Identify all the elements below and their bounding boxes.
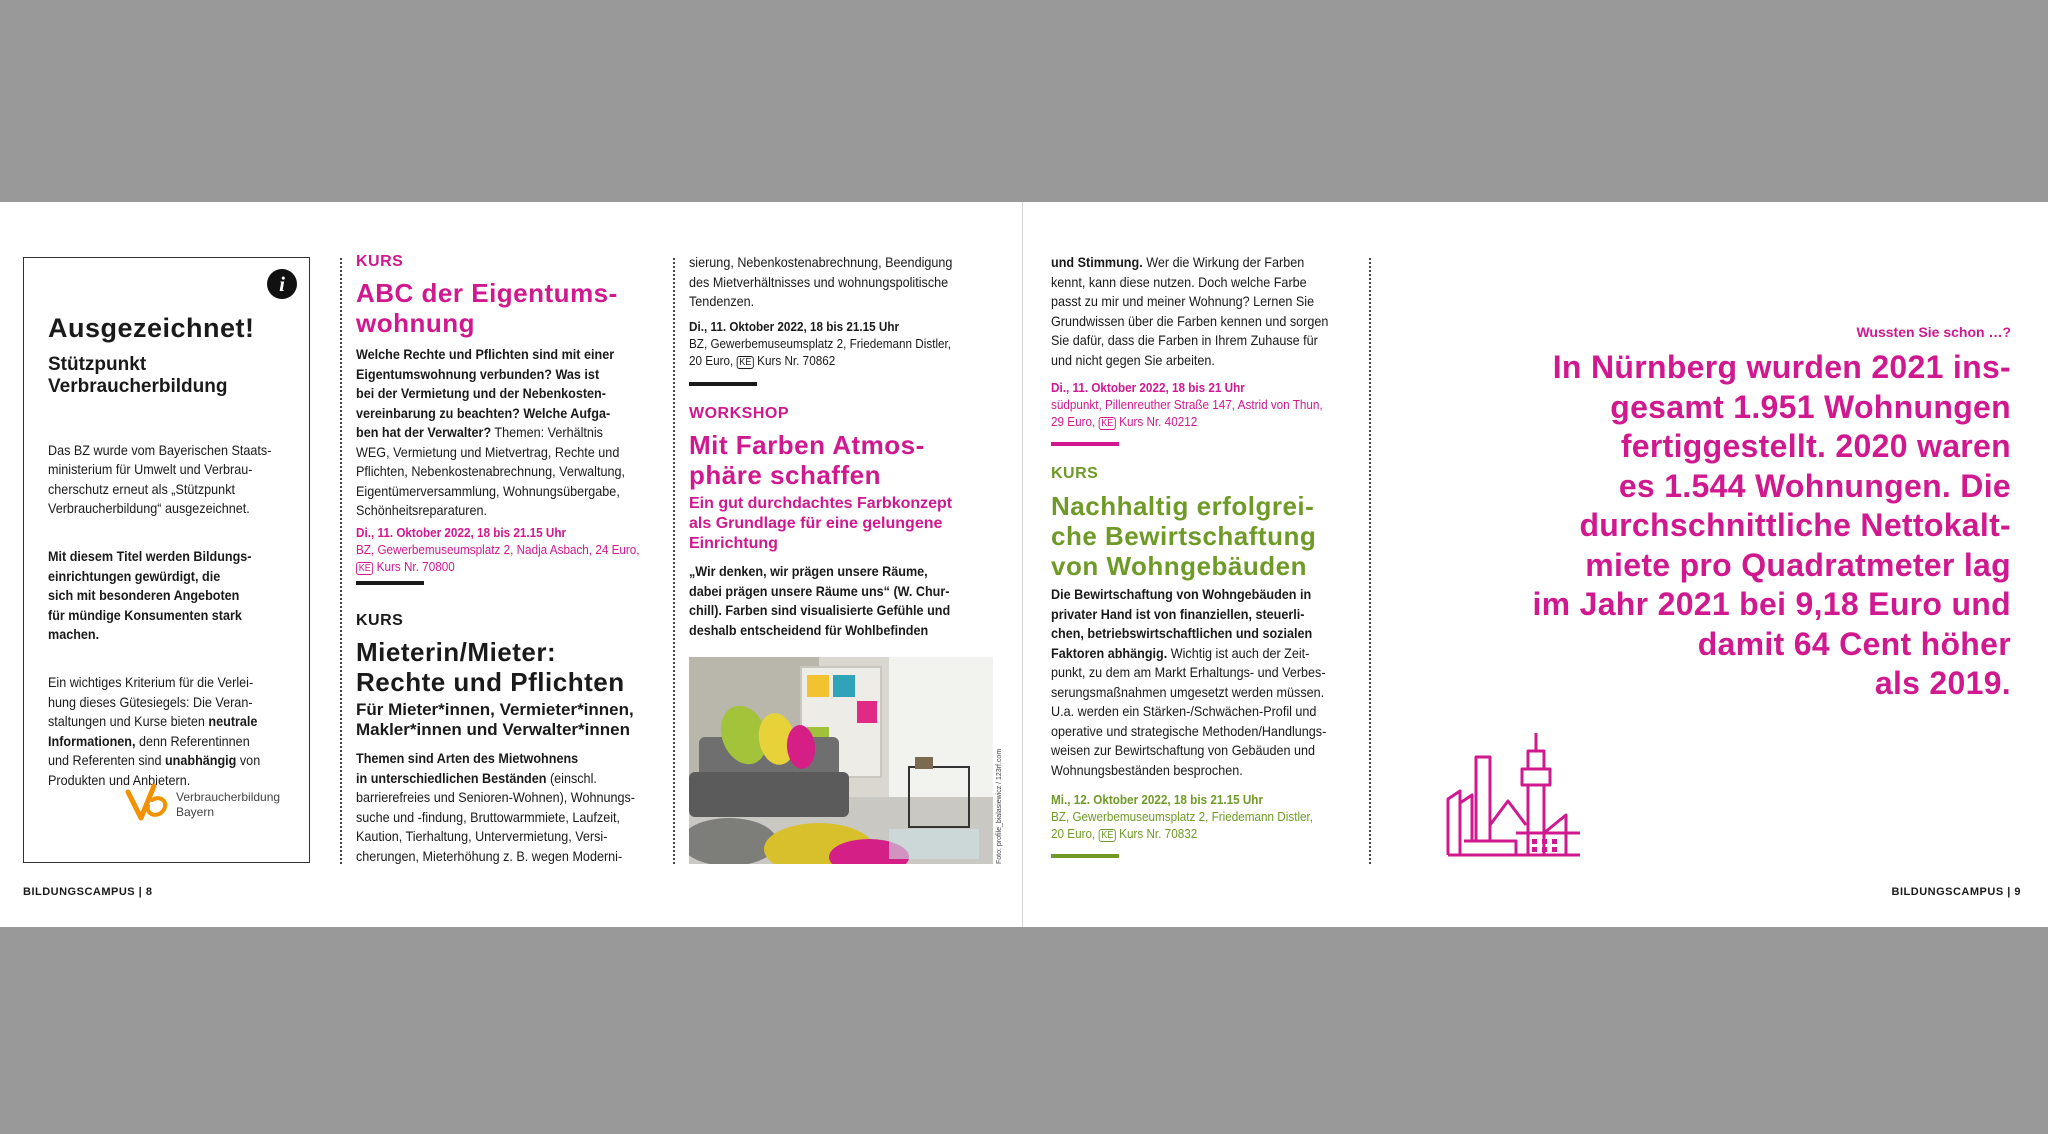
verbraucherbildung-logo <box>124 780 284 830</box>
page-number: 8 <box>145 886 153 898</box>
column-divider <box>340 258 342 864</box>
separator-bar <box>689 382 757 386</box>
infobox-paragraph-1: Das BZ wurde vom Bayerischen Staats- ministerium für Umwelt und Verbrau- cherschutz erneut als „Stützpunkt Verbraucherbildung“ ausgezeichnet. <box>48 441 272 516</box>
brochure-spread <box>0 202 2048 927</box>
column-divider <box>1369 258 1371 864</box>
vb-logo-mark <box>124 780 174 826</box>
fact-kicker: Wussten Sie schon …? <box>1856 324 2011 340</box>
photo-credit: Foto: profile_bialasiewicz / 123rf.com <box>996 748 1003 864</box>
workshop-lead: „Wir denken, wir prägen unsere Räume, dabei prägen unsere Räume uns“ (W. Chur- chill). Farben sind visualisierte Gefühle und deshalb entscheidend für Wohlbefinden <box>689 563 951 638</box>
course2-subtitle: Für Mieter*innen, Vermieter*innen, Makler*innen und Verwalter*innen <box>356 700 634 739</box>
page-fold <box>1022 202 1023 927</box>
ke-badge: KE <box>356 562 373 575</box>
footer-right: BILDUNGSCAMPUS | 9 <box>1891 886 2021 898</box>
separator-bar <box>1051 442 1119 446</box>
workshop-subtitle: Ein gut durchdachtes Farbkonzept als Grundlage für eine gelungene Einrichtung <box>689 495 953 552</box>
course2-details: Di., 11. Oktober 2022, 18 bis 21.15 Uhr BZ, Gewerbemuseumsplatz 2, Friedemann Distler, 20 Euro, KE Kurs Nr. 70862 <box>689 319 952 368</box>
course3-label: KURS <box>1051 465 1099 482</box>
workshop-title: Mit Farben Atmos- phäre schaffen <box>689 430 925 490</box>
infobox-subtitle: Stützpunkt Verbraucherbildung <box>48 354 228 397</box>
course2-description-continued: sierung, Nebenkostenabrechnung, Beendigung des Mietverhältnisses und wohnungspolitische Tendenzen. <box>689 254 953 309</box>
course3-details: Mi., 12. Oktober 2022, 18 bis 21.15 Uhr BZ, Gewerbemuseumsplatz 2, Friedemann Distler, 20 Euro, KE Kurs Nr. 70832 <box>1051 792 1314 841</box>
separator-bar <box>1051 854 1119 858</box>
course1-details: Di., 11. Oktober 2022, 18 bis 21.15 Uhr BZ, Gewerbemuseumsplatz 2, Nadja Asbach, 24 Euro, KE Kurs Nr. 70800 <box>356 525 640 574</box>
workshop-details: Di., 11. Oktober 2022, 18 bis 21 Uhr südpunkt, Pillenreuther Straße 147, Astrid von Thun, 29 Euro, KE Kurs Nr. 40212 <box>1051 380 1323 429</box>
infobox-paragraph-3: Ein wichtiges Kriterium für die Verlei- hung dieses Gütesiegels: Die Veran- staltungen und Kurse bieten neutrale Informationen, denn Referentinnen und Referenten sind unabhängig von Produkten und Anbietern. <box>48 674 261 788</box>
infobox-paragraph-2: Mit diesem Titel werden Bildungs- einrichtungen gewürdigt, die sich mit besonderen Angeboten für mündige Konsumenten stark machen. <box>48 548 252 642</box>
photo-illustration <box>689 657 993 864</box>
page-number: 9 <box>2014 886 2021 898</box>
course3-title: Nachhaltig erfolgrei- che Bewirtschaftung von Wohngebäuden <box>1051 491 1317 581</box>
column-divider <box>673 258 675 864</box>
workshop-description: und Stimmung. Wer die Wirkung der Farben kennt, kann diese nutzen. Doch welche Farbe passt zu mir und meiner Wohnung? Lernen Sie Grundwissen über die Farben kennen und sorgen Sie dafür, dass die Farben in Ihrem Zuhause für und nicht gegen Sie arbeiten. <box>1051 254 1329 368</box>
course1-title: ABC der Eigentums- wohnung <box>356 278 618 338</box>
course2-title: Mieterin/Mieter: Rechte und Pflichten <box>356 637 625 697</box>
infobox-title: Ausgezeichnet! <box>48 313 255 343</box>
city-skyline-icon <box>1446 729 1582 861</box>
logo-text: Verbraucherbildung Bayern <box>176 790 281 819</box>
course1-description: Welche Rechte und Pflichten sind mit einer Eigentumswohnung verbunden? Was ist bei der Vermietung und der Nebenkosten- vereinbarung zu beachten? Welche Aufga- ben hat der Verwalter? Themen: Verhältnis WEG, Vermietung und Mietvertrag, Rechte und Pflichten, Nebenkostenabrechnung, Verwaltung, Eigentümerversammlung, Wohnungsübergabe, Schönheitsreparaturen. <box>356 346 625 518</box>
infobox <box>23 257 310 863</box>
living-room-photo <box>689 657 993 864</box>
ke-badge: KE <box>1099 417 1116 430</box>
footer-left: BILDUNGSCAMPUS | 8 <box>23 886 153 898</box>
course1-label: KURS <box>356 253 404 270</box>
info-icon: i <box>267 269 297 299</box>
course2-label: KURS <box>356 612 404 629</box>
course2-description: Themen sind Arten des Mietwohnens in unterschiedlichen Beständen (einschl. barrierefreies und Senioren-Wohnen), Wohnungs- suche und -findung, Bruttowarmmiete, Laufzeit, Kaution, Tierhaltung, Untervermietung, Versi- cherungen, Mieterhöhung z. B. wegen Moderni- <box>356 750 635 864</box>
ke-badge: KE <box>1099 829 1116 842</box>
workshop-label: WORKSHOP <box>689 405 789 422</box>
ke-badge: KE <box>737 356 754 369</box>
separator-bar <box>356 581 424 585</box>
course3-description: Die Bewirtschaftung von Wohngebäuden in privater Hand ist von finanziellen, steuerli- chen, betriebswirtschaftlichen und sozialen Faktoren abhängig. Wichtig ist auch der Zeit- punkt, zu dem am Markt Erhaltungs- und Verbes- serungsmaßnahmen umgesetzt werden müssen. U.a. werden ein Stärken-/Schwächen-Profil und operative und strategische Methoden/Handlungs- weisen zur Bewirtschaftung von Gebäuden und Wohnungsbeständen besprochen. <box>1051 586 1327 778</box>
fact-text: In Nürnberg wurden 2021 ins- gesamt 1.951 Wohnungen fertiggestellt. 2020 waren es 1.544 Wohnungen. Die durchschnittliche Nettokalt- miete pro Quadratmeter lag im Jahr 2021 bei 9,18 Euro und damit 64 Cent höher als 2019. <box>1532 349 2011 701</box>
infobox-text <box>48 421 300 810</box>
